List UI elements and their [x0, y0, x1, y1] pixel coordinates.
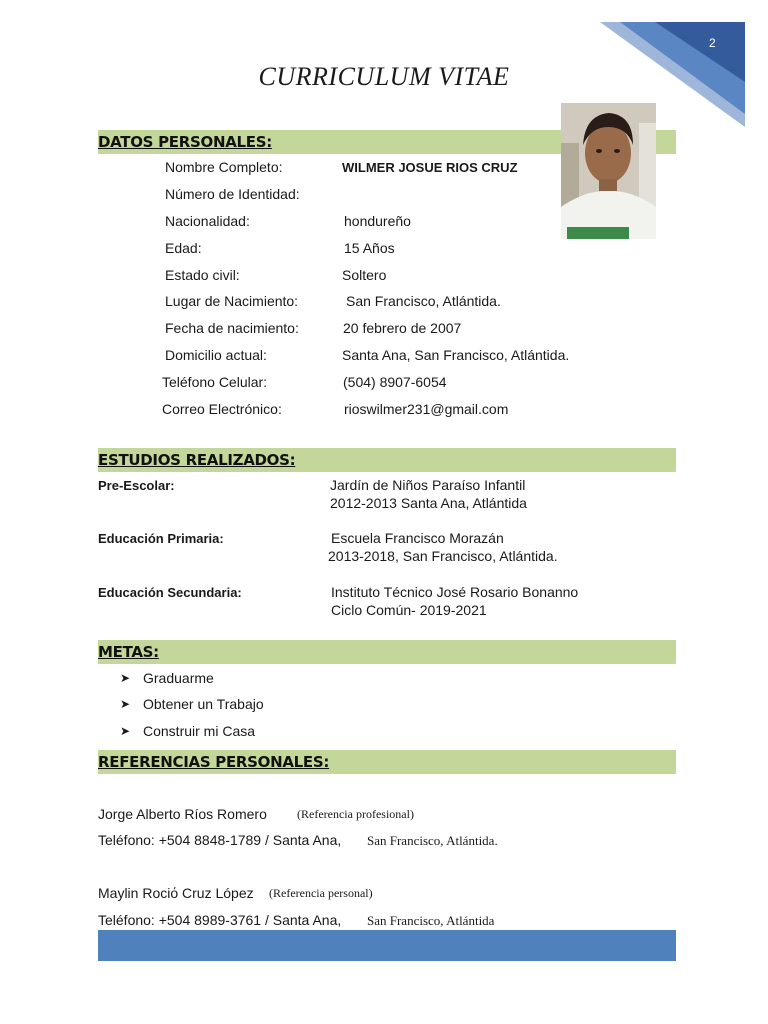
value-address: Santa Ana, San Francisco, Atlántida. [342, 347, 570, 363]
label-birthplace: Lugar de Nacimiento: [165, 293, 299, 309]
label-full-name: Nombre Completo: [165, 159, 283, 175]
portrait-icon [561, 103, 656, 239]
section-goals [98, 640, 676, 664]
arrow-bullet-icon: ➤ [120, 724, 131, 738]
reference-phone: Teléfono: +504 8989-3761 / Santa Ana, [98, 912, 342, 928]
reference-type: (Referencia profesional) [297, 807, 414, 821]
reference-type: (Referencia personal) [269, 886, 373, 900]
study-level: Pre-Escolar: [98, 478, 175, 493]
value-full-name: WILMER JOSUE RIOS CRUZ [342, 160, 518, 175]
value-nationality: hondureño [344, 213, 411, 229]
label-id-number: Número de Identidad: [165, 186, 300, 202]
study-school: Escuela Francisco Morazán [331, 530, 504, 546]
footer-bar [98, 930, 676, 961]
page-number: 2 [709, 36, 716, 50]
section-studies [98, 448, 676, 472]
value-age: 15 Años [344, 240, 395, 256]
value-phone: (504) 8907-6054 [343, 374, 447, 390]
reference-phone: Teléfono: +504 8848-1789 / Santa Ana, [98, 832, 342, 848]
person-photo [561, 103, 656, 239]
document-title: CURRICULUM VITAE [258, 62, 510, 91]
label-address: Domicilio actual: [165, 347, 267, 363]
study-school: Instituto Técnico José Rosario Bonanno [331, 584, 579, 600]
goal-item: Graduarme [143, 670, 214, 686]
label-nationality: Nacionalidad: [165, 213, 250, 229]
study-level: Educación Secundaria: [98, 585, 242, 600]
label-birthdate: Fecha de nacimiento: [165, 320, 299, 336]
value-birthplace: San Francisco, Atlántida. [346, 293, 501, 309]
reference-name: Maylin Rociό Cruz López [98, 885, 254, 901]
value-email: rioswilmer231@gmail.com [344, 401, 509, 417]
reference-place: San Francisco, Atlántida. [367, 833, 498, 848]
arrow-bullet-icon: ➤ [120, 697, 131, 711]
arrow-bullet-icon: ➤ [120, 671, 131, 685]
study-detail: 2012-2013 Santa Ana, Atlántida [330, 495, 527, 511]
reference-name: Jorge Alberto Ríos Romero [98, 806, 267, 822]
value-civil-status: Soltero [342, 267, 387, 283]
label-civil-status: Estado civil: [165, 267, 240, 283]
reference-place: San Francisco, Atlántida [367, 913, 495, 928]
goal-item: Construir mi Casa [143, 723, 256, 739]
section-heading: METAS: [98, 643, 159, 661]
study-detail: 2013-2018, San Francisco, Atlántida. [328, 548, 558, 564]
study-level: Educación Primaria: [98, 531, 224, 546]
section-heading: DATOS PERSONALES: [98, 133, 272, 151]
study-detail: Ciclo Común- 2019-2021 [331, 602, 487, 618]
value-birthdate: 20 febrero de 2007 [343, 320, 462, 336]
label-phone: Teléfono Celular: [162, 374, 268, 390]
section-references [98, 750, 676, 774]
section-heading: REFERENCIAS PERSONALES: [98, 753, 330, 771]
section-heading: ESTUDIOS REALIZADOS: [98, 451, 296, 469]
label-age: Edad: [165, 240, 202, 256]
goal-item: Obtener un Trabajo [143, 696, 264, 712]
label-email: Correo Electrónico: [162, 401, 282, 417]
study-school: Jardín de Niños Paraíso Infantil [330, 477, 526, 493]
